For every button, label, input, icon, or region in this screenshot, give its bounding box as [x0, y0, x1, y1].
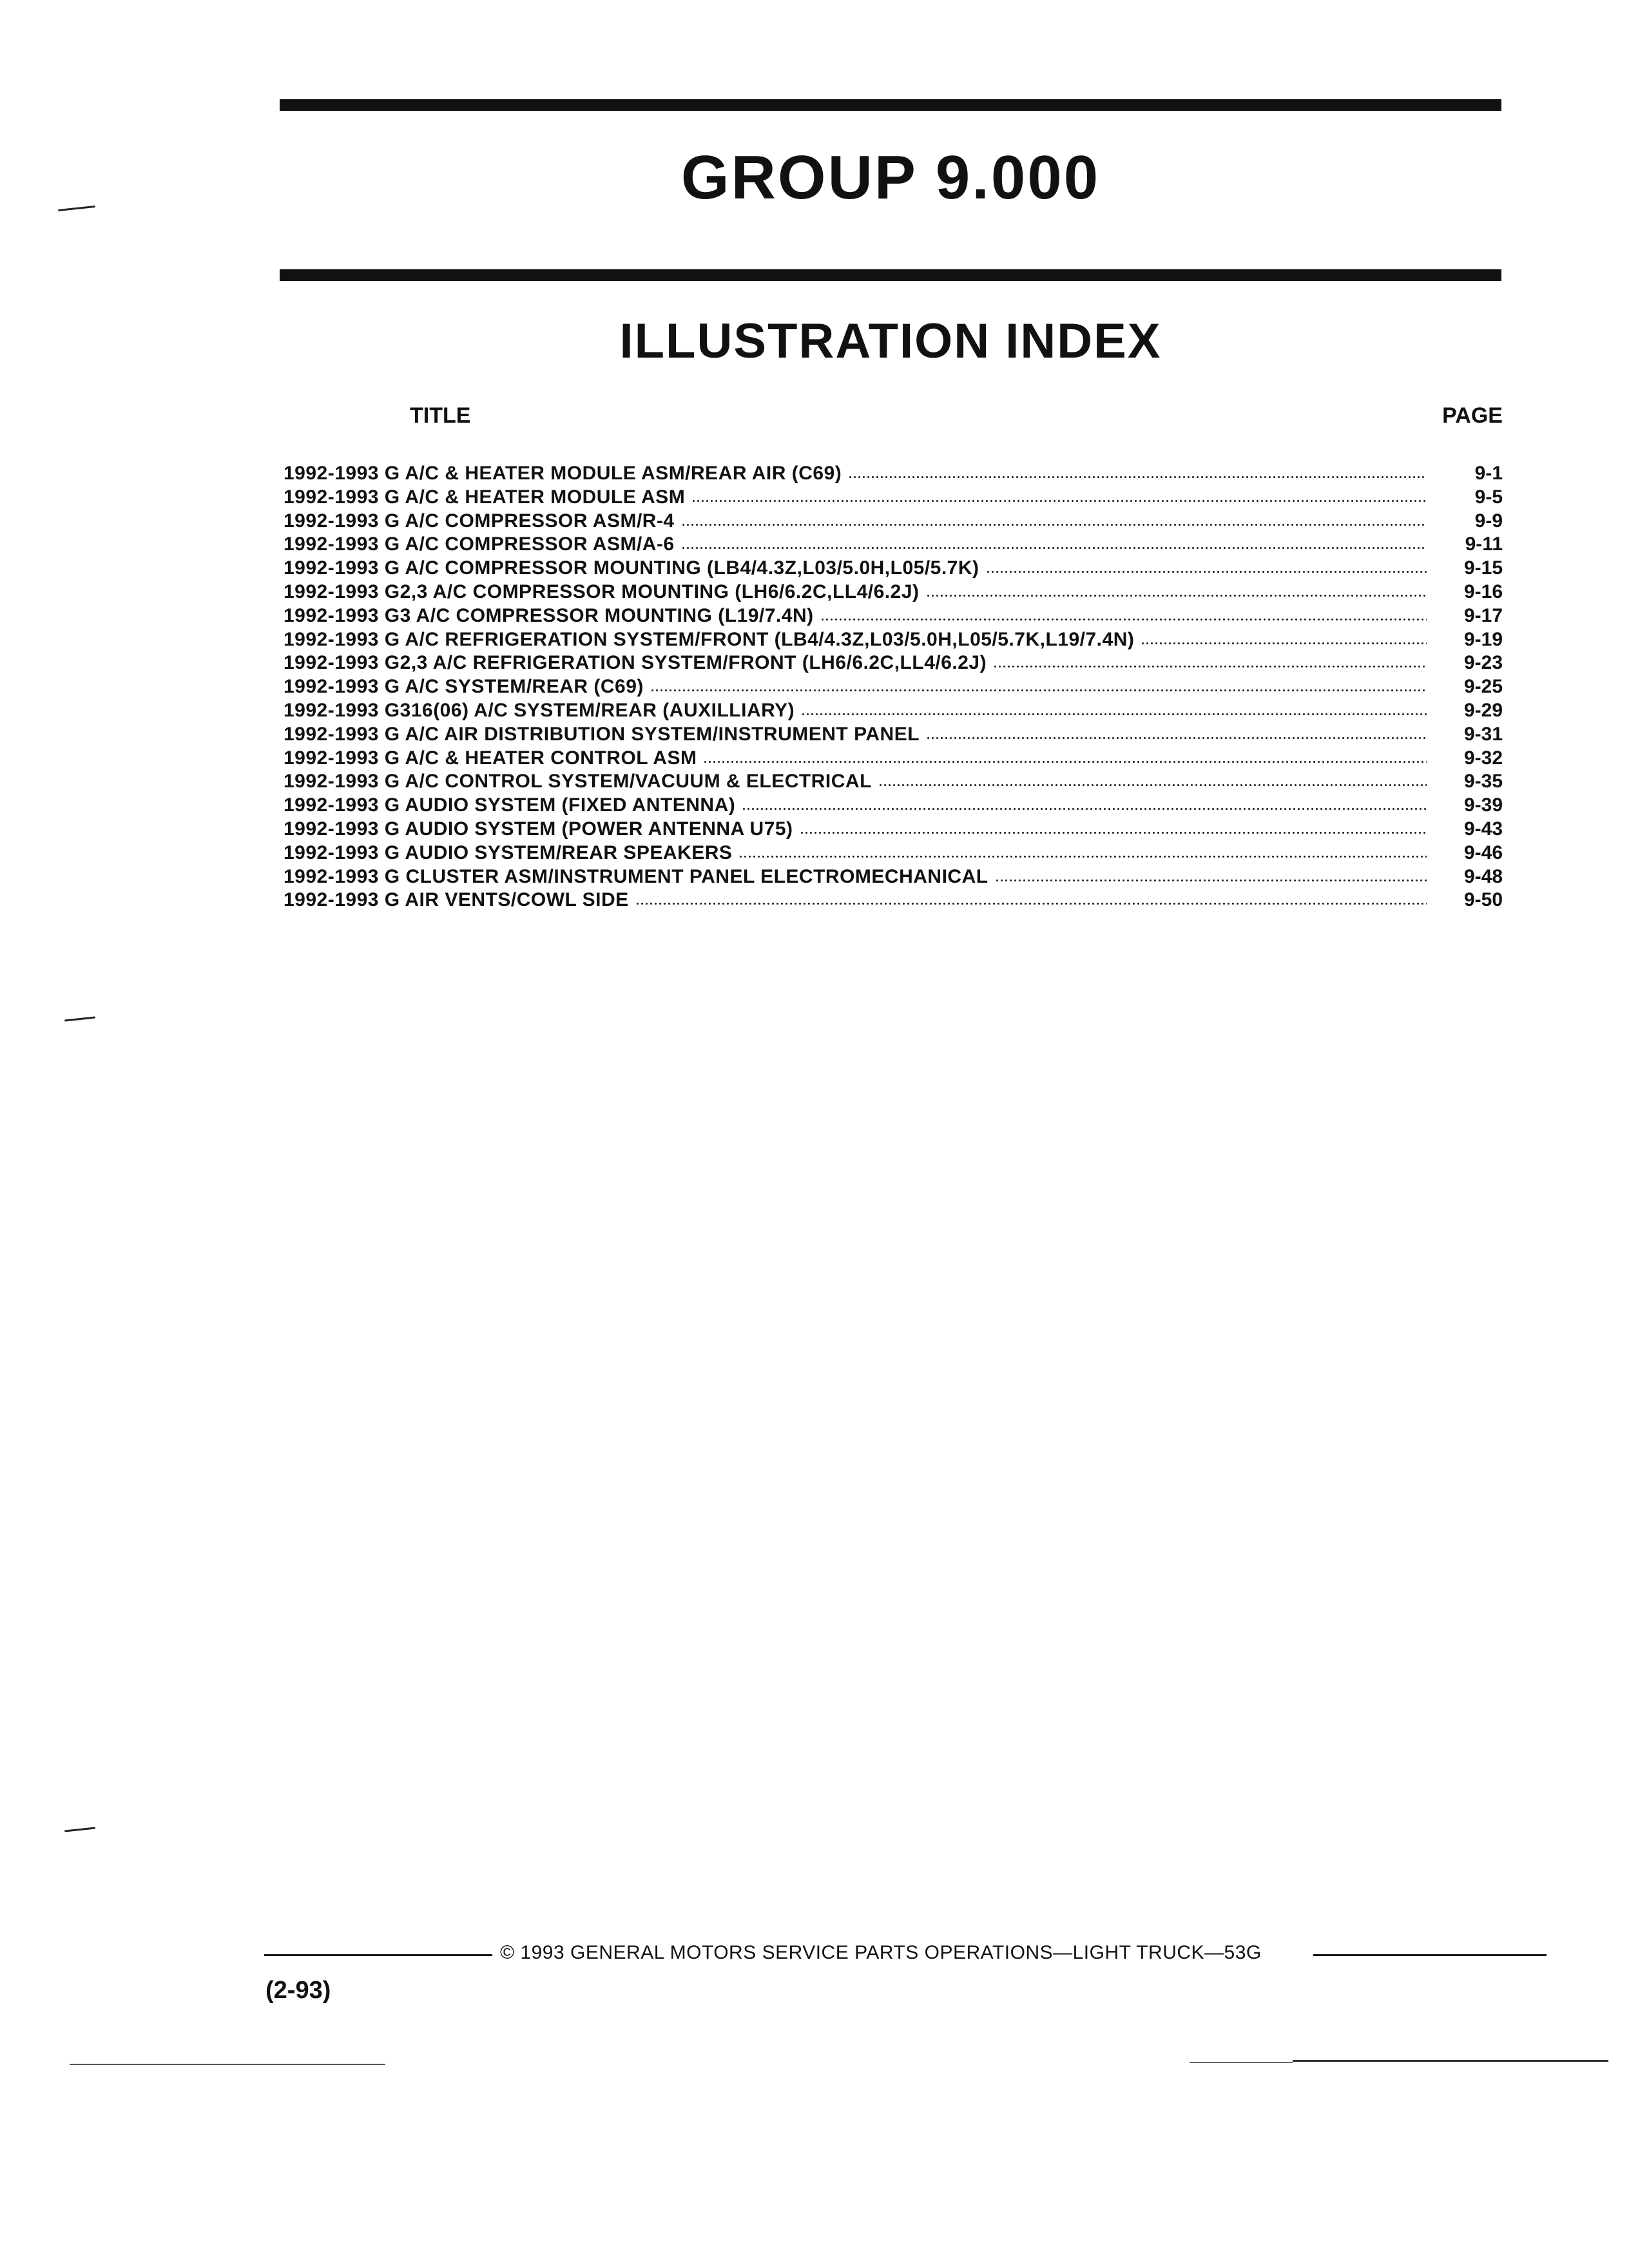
- illustration-index-list: [284, 460, 1503, 910]
- dot-leader: [742, 792, 1427, 811]
- index-entry: [284, 673, 1503, 697]
- dot-leader: [848, 460, 1427, 479]
- entry-title: 1992-1993 G A/C & HEATER MODULE ASM/REAR AIR (C69): [284, 463, 842, 484]
- binder-hole-mark: [64, 1827, 95, 1832]
- entry-page: 9-19: [1463, 628, 1503, 650]
- entry-page: 9-9: [1474, 510, 1503, 532]
- entry-page: 9-15: [1463, 557, 1503, 579]
- entry-page: 9-25: [1463, 676, 1503, 698]
- index-entry: [284, 531, 1503, 555]
- entry-page: 9-23: [1463, 652, 1503, 674]
- dot-leader: [703, 745, 1427, 764]
- dot-leader: [635, 887, 1427, 906]
- entry-page: 9-39: [1463, 794, 1503, 816]
- entry-title: 1992-1993 G AUDIO SYSTEM (POWER ANTENNA U75): [284, 818, 793, 840]
- dot-leader: [926, 579, 1427, 598]
- dot-leader: [878, 768, 1427, 787]
- index-entry: [284, 602, 1503, 626]
- entry-title: 1992-1993 G A/C COMPRESSOR ASM/R-4: [284, 510, 675, 532]
- entry-page: 9-35: [1463, 771, 1503, 793]
- index-entry: [284, 840, 1503, 863]
- entry-title: 1992-1993 G A/C CONTROL SYSTEM/VACUUM & ELECTRICAL: [284, 771, 872, 793]
- index-entry: [284, 792, 1503, 816]
- entry-page: 9-29: [1463, 699, 1503, 721]
- entry-title: 1992-1993 G AIR VENTS/COWL SIDE: [284, 889, 629, 911]
- index-entry: [284, 508, 1503, 532]
- column-header-title: TITLE: [410, 403, 471, 428]
- index-entry: [284, 555, 1503, 579]
- entry-title: 1992-1993 G CLUSTER ASM/INSTRUMENT PANEL ELECTROMECHANICAL: [284, 865, 988, 887]
- index-entry: [284, 626, 1503, 650]
- entry-page: 9-16: [1463, 581, 1503, 602]
- index-entry: [284, 721, 1503, 745]
- entry-title: 1992-1993 G AUDIO SYSTEM (FIXED ANTENNA): [284, 794, 736, 816]
- index-entry: [284, 484, 1503, 508]
- entry-page: 9-5: [1474, 486, 1503, 508]
- footer-rule-right: [1313, 1954, 1547, 1956]
- dot-leader: [801, 697, 1427, 716]
- entry-page: 9-11: [1465, 533, 1503, 555]
- dot-leader: [800, 816, 1427, 835]
- entry-page: 9-46: [1463, 841, 1503, 863]
- entry-page: 9-32: [1463, 747, 1503, 769]
- top-rule: [280, 99, 1501, 111]
- index-entry: [284, 887, 1503, 910]
- entry-page: 9-48: [1463, 865, 1503, 887]
- index-entry: [284, 649, 1503, 673]
- middle-rule: [280, 269, 1501, 281]
- entry-title: 1992-1993 G A/C & HEATER MODULE ASM: [284, 486, 686, 508]
- index-entry: [284, 863, 1503, 887]
- dot-leader: [1141, 626, 1427, 646]
- entry-title: 1992-1993 G AUDIO SYSTEM/REAR SPEAKERS: [284, 841, 733, 863]
- index-entry: [284, 768, 1503, 792]
- dot-leader: [993, 649, 1427, 669]
- entry-page: 9-31: [1463, 723, 1503, 745]
- group-title: GROUP 9.000: [680, 143, 1101, 212]
- entry-title: 1992-1993 G2,3 A/C COMPRESSOR MOUNTING (LH6/6.2C,LL4/6.2J): [284, 581, 920, 602]
- entry-title: 1992-1993 G A/C AIR DISTRIBUTION SYSTEM/INSTRUMENT PANEL: [284, 723, 920, 745]
- dot-leader: [681, 508, 1427, 527]
- binder-hole-mark: [64, 1016, 95, 1021]
- entry-title: 1992-1993 G A/C SYSTEM/REAR (C69): [284, 676, 644, 698]
- footer-rule-left: [264, 1954, 492, 1956]
- entry-page: 9-17: [1463, 604, 1503, 626]
- copyright-line: © 1993 GENERAL MOTORS SERVICE PARTS OPERATIONS—LIGHT TRUCK—53G: [500, 1942, 1262, 1963]
- binder-hole-mark: [58, 206, 95, 211]
- entry-title: 1992-1993 G A/C REFRIGERATION SYSTEM/FRONT (LB4/4.3Z,L03/5.0H,L05/5.7K,L19/7.4N): [284, 628, 1135, 650]
- scan-edge-line: [1190, 2062, 1293, 2063]
- column-header-page: PAGE: [1442, 403, 1503, 428]
- dot-leader: [650, 673, 1427, 693]
- scan-edge-line: [70, 2064, 385, 2065]
- entry-page: 9-43: [1463, 818, 1503, 840]
- dot-leader: [926, 721, 1427, 740]
- entry-page: 9-50: [1463, 889, 1503, 911]
- entry-title: 1992-1993 G A/C COMPRESSOR ASM/A-6: [284, 533, 675, 555]
- index-entry: [284, 579, 1503, 602]
- dot-leader: [681, 531, 1427, 550]
- index-entry: [284, 816, 1503, 840]
- dot-leader: [820, 602, 1427, 622]
- revision-date-code: (2-93): [265, 1977, 331, 2004]
- dot-leader: [738, 840, 1427, 859]
- index-entry: [284, 697, 1503, 721]
- entry-title: 1992-1993 G A/C & HEATER CONTROL ASM: [284, 747, 697, 769]
- index-entry: [284, 745, 1503, 769]
- dot-leader: [995, 863, 1427, 883]
- entry-title: 1992-1993 G316(06) A/C SYSTEM/REAR (AUXILLIARY): [284, 699, 795, 721]
- dot-leader: [691, 484, 1427, 503]
- index-title: ILLUSTRATION INDEX: [619, 314, 1162, 369]
- entry-title: 1992-1993 G3 A/C COMPRESSOR MOUNTING (L19/7.4N): [284, 604, 814, 626]
- entry-page: 9-1: [1474, 463, 1503, 484]
- dot-leader: [986, 555, 1427, 574]
- scan-edge-line: [1293, 2060, 1608, 2062]
- entry-title: 1992-1993 G2,3 A/C REFRIGERATION SYSTEM/FRONT (LH6/6.2C,LL4/6.2J): [284, 652, 987, 674]
- entry-title: 1992-1993 G A/C COMPRESSOR MOUNTING (LB4/4.3Z,L03/5.0H,L05/5.7K): [284, 557, 979, 579]
- index-entry: [284, 460, 1503, 484]
